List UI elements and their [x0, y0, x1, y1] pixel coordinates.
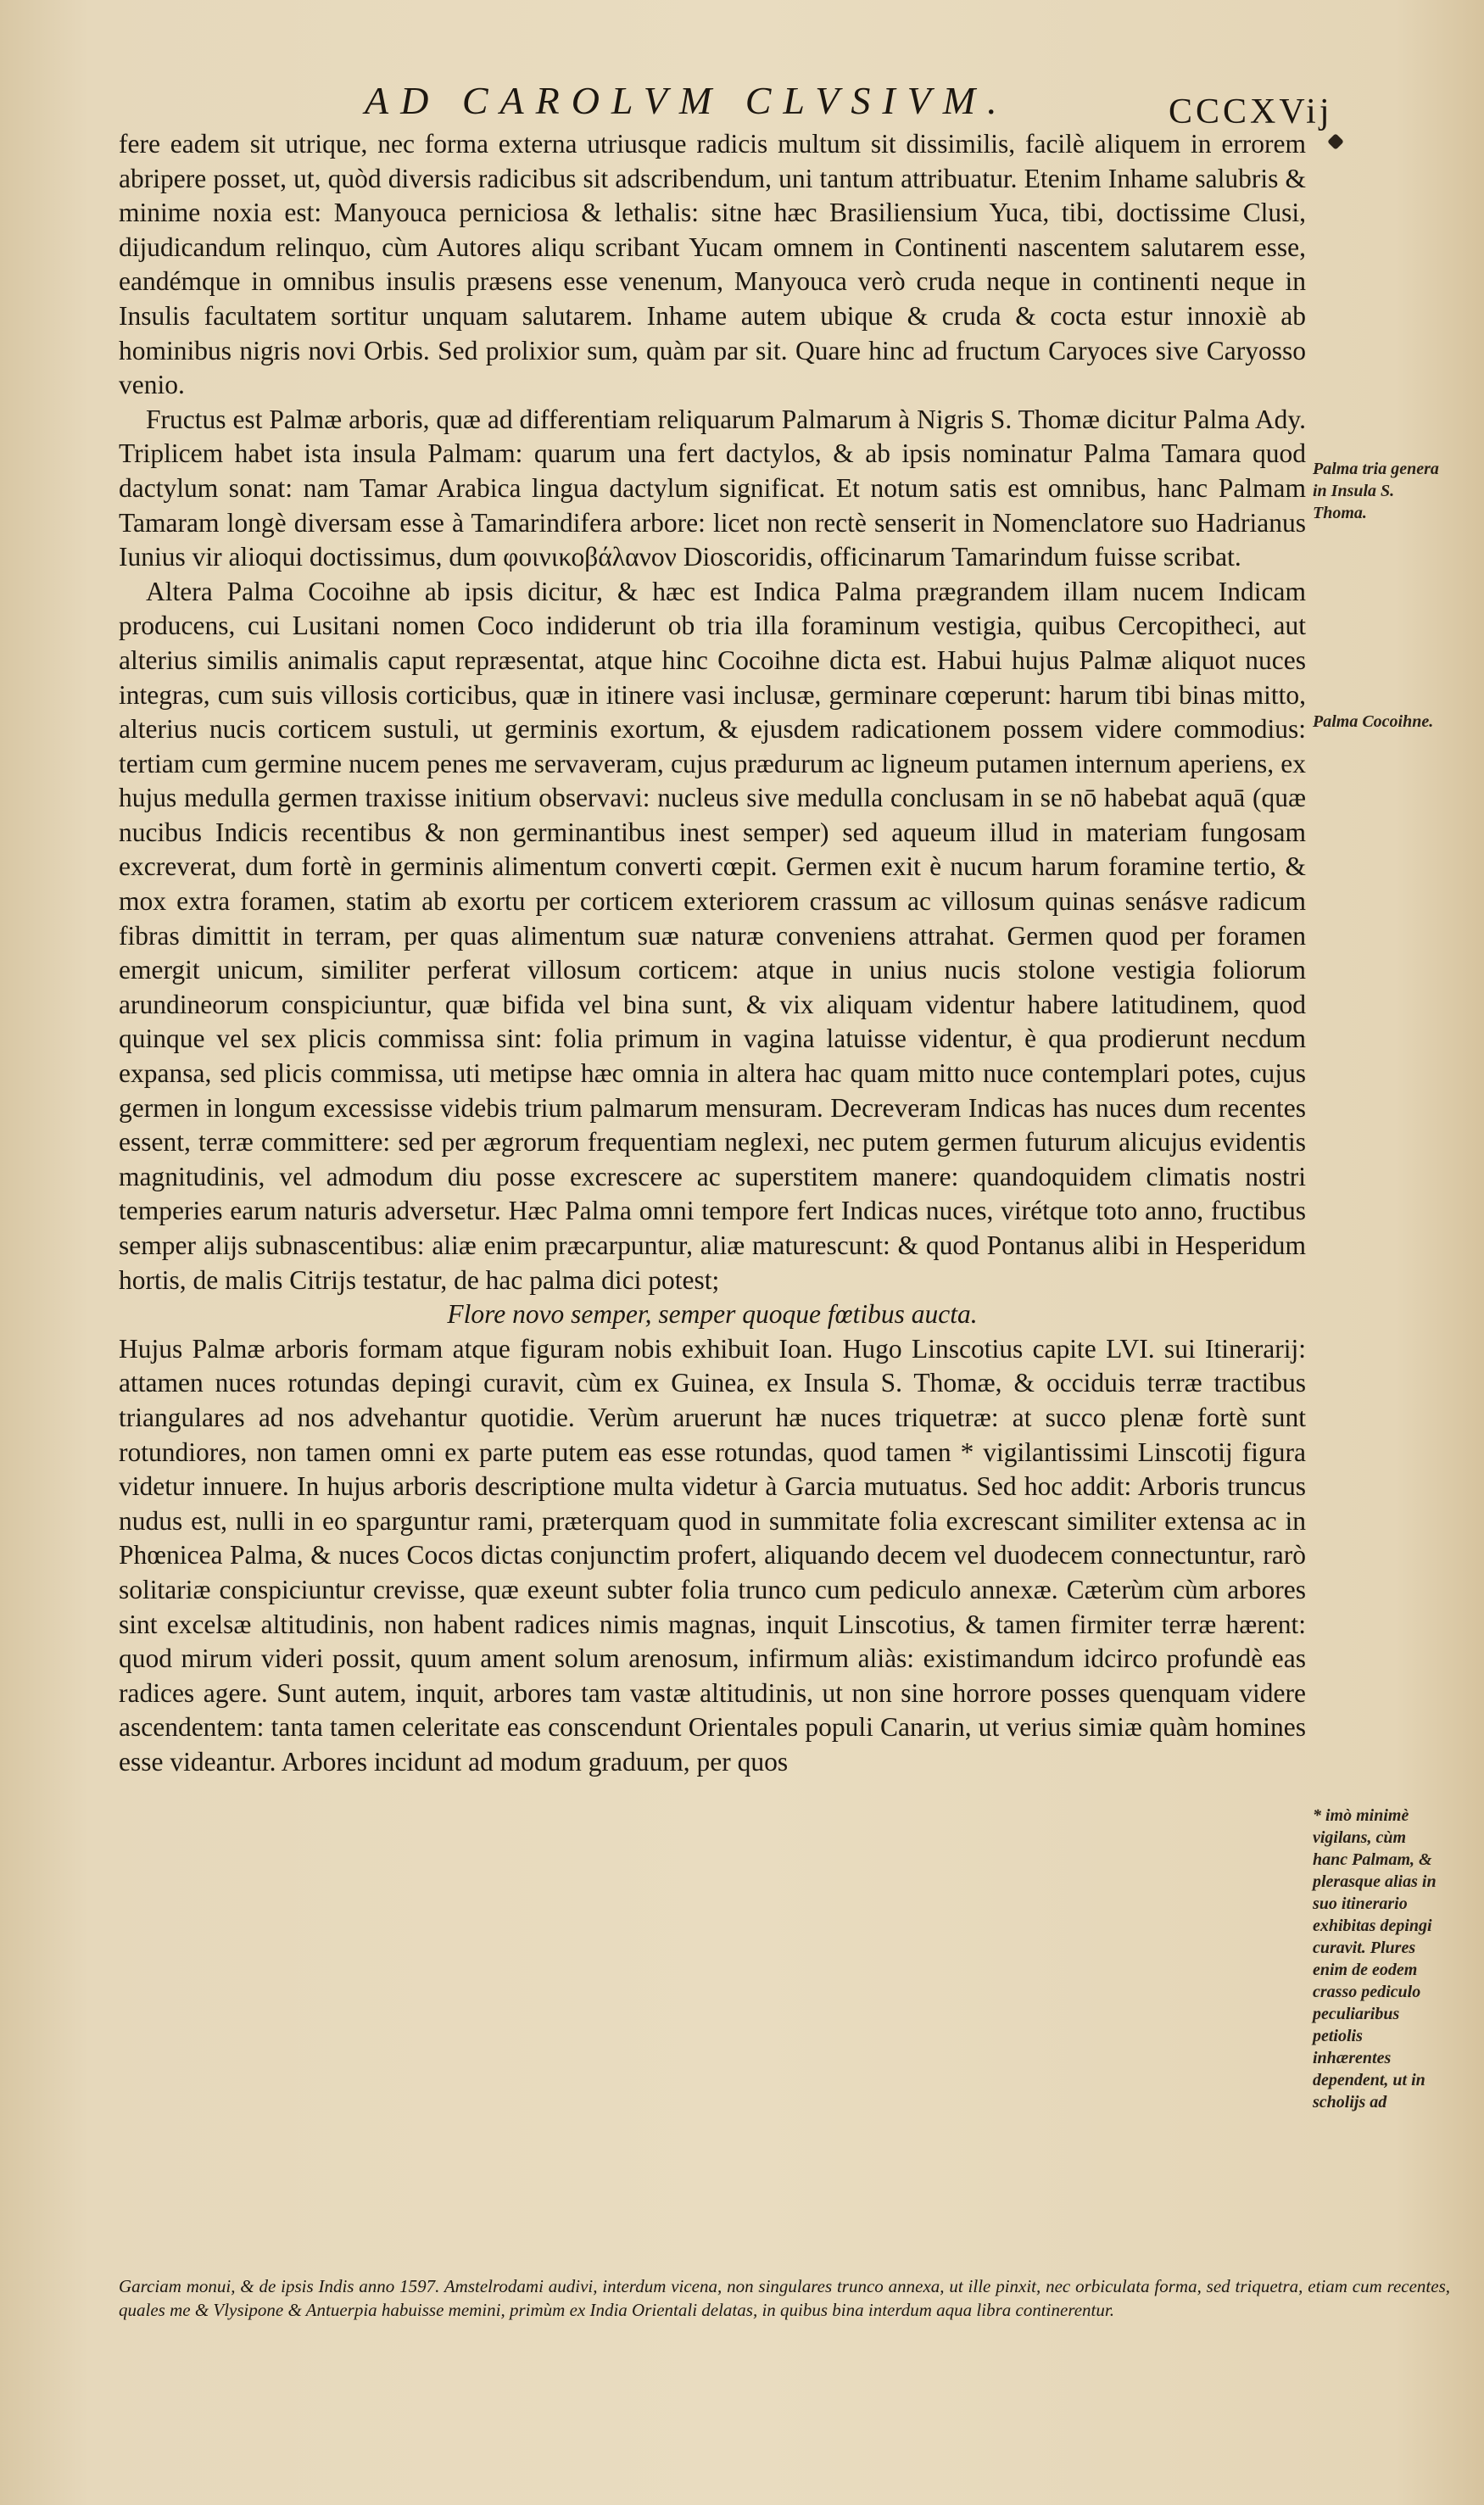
verse-line: Flore novo semper, semper quoque fœtibus aucta.	[447, 1299, 978, 1330]
running-title: AD CAROLVM CLVSIVM.	[365, 79, 1009, 122]
paragraph-4: Hujus Palmæ arboris formam atque figuram nobis exhibuit Ioan. Hugo Linscotius capite LVI. sui Itinerarij: attamen nuces rotundas depingi curavit, cùm ex Guinea, ex Insula S. Thomæ, & occiduis terræ tractibus triangulares ad nos advehantur quotidie. Verùm aruerunt hæ nuces triquetræ: at succo plenæ fortè sunt rotundiores, non tamen omni ex parte putem eas esse rotundas, quod tamen * vigilantissimi Linscotij figura videtur innuere. In hujus arboris descriptione multa videtur à Garcia mutuatus. Sed hoc addit: Arboris truncus nudus est, nulli in eo sparguntur rami, præterquam quod in summitate folia excrescant similiter extensa ac in Phœnicea Palma, & nuces Cocos dictas conjunctim profert, aliquando decem vel duodecem connectuntur, rarò solitariæ conspiciuntur crevisse, quæ exeunt subter folia trunco cum pediculo annexæ. Cæterùm cùm arbores sint excelsæ altitudinis, non habent radices nimis magnas, inquit Linscotius, & tamen firmiter terræ hærent: quod mirum videri possit, quum ament solum arenosum, infirmum aliàs: existimandum idcirco profundè eas radices agere. Sunt autem, inquit, arbores tam vastæ altitudinis, ut non sine horrore posses quenquam videre ascendentem: tanta tamen celeritate eas conscendunt Orientales populi Canarin, ut verius simiæ quàm homines esse videantur. Arbores incidunt ad modum graduum, per quos	[119, 1333, 1306, 1777]
paragraph-2: Fructus est Palmæ arboris, quæ ad differentiam reliquarum Palmarum à Nigris S. Thomæ dicitur Palma Ady. Triplicem habet ista insula Palmam: quarum una fert dactylos, & ab ipsis nominatur Palma Tamara quod dactylum sonat: nam Tamar Arabica lingua dactylum significat. Et notum satis est omnibus, hanc Palmam Tamaram longè diversam esse à Tamarindifera arbore: licet non rectè senserit in Nomenclatore suo Hadrianus Iunius vir alioqui doctissimus, dum φοινικοβάλανον Dioscoridis, officinarum Tamarindum fuisse scribat.	[119, 404, 1306, 572]
margin-note-palma-tria: Palma tria genera in Insula S. Thoma.	[1313, 460, 1439, 522]
margin-note-palma-cocoihne: Palma Cocoihne.	[1313, 712, 1434, 731]
margin-note-linscotius: * imò minimè vigilans, cùm hanc Palmam, & plerasque alias in suo itinerario exhibitas depingi curavit. Plures enim de eodem crasso pediculo peculiaribus petiolis inhærentes dependent, ut in scholijs ad	[1313, 1806, 1437, 2112]
main-text-column	[119, 127, 1306, 1780]
paragraph-1: fere eadem sit utrique, nec forma externa utriusque radicis multum sit dissimilis, facilè aliquem in errorem abripere posset, ut, quòd diversis radicibus sit adscribendum, uni tantum attribuatur. Etenim Inhame salubris & minime noxia est: Manyouca perniciosa & lethalis: sitne hæc Brasiliensium Yuca, tibi, doctissime Clusi, dijudicandum relinquo, cùm Autores aliqu scribant Yucam omnem in Continenti nascentem salutarem esse, eandémque in omnibus insulis præsens esse venenum, Manyouca verò cruda neque in continenti neque in Insulis facultatem sortitur unquam salutarem. Inhame autem ubique & cruda & cocta estur innoxiè ab hominibus nigris novi Orbis. Sed prolixior sum, quàm par sit. Quare hinc ad fructum Caryoces sive Caryosso venio.	[119, 129, 1306, 400]
footnote: Garciam monui, & de ipsis Indis anno 1597. Amstelrodami audivi, interdum vicena, non singulares trunco annexa, ut ille pinxit, nec orbiculata forma, sed triquetra, etiam cum recentes, quales me & Vlysipone & Antuerpia habuisse memini, primùm ex India Orientali delatas, in quibus bina interdum aqua libra continerentur.	[119, 2276, 1450, 2320]
page-number: CCCXVij	[1169, 92, 1333, 131]
printer-ornament	[1327, 133, 1344, 150]
paragraph-3: Altera Palma Cocoihne ab ipsis dicitur, & hæc est Indica Palma prægrandem illam nucem Indicam producens, cui Lusitani nomen Coco indiderunt ob tria illa foraminum vestigia, quibus Cercopitheci, aut alterius similis animalis caput repræsentat, atque hinc Cocoihne dicta est. Habui hujus Palmæ aliquot nuces integras, cum suis villosis corticibus, quæ in itinere vasi inclusæ, germinare cœperunt: harum tibi binas mitto, alterius nucis corticem sustuli, ut germinis exortum, & ejusdem radicationem possem videre commodius: tertiam cum germine nucem penes me servaveram, cujus prædurum ac ligneum putamen internum aperiens, ex hujus medulla germen traxisse initium observavi: nucleus sive medulla conclusam in se nō habebat aquā (quæ nucibus Indicis recentibus & non germinantibus inest semper) sed aqueum illud in materiam fungosam excreverat, dum fortè in germinis alimentum converti cœpit. Germen exit è nucum harum foramine tertio, & mox extra foramen, statim ab exortu per corticem exteriorem crassum ac villosum quinas senásve radicum fibras dimittit in terram, per quas alimentum suæ naturæ conveniens attrahat. Germen quod per foramen emergit unicum, similiter perferat villosum corticem: atque in unius nucis stolone vestigia foliorum arundineorum conspiciuntur, quæ bifida vel bina sunt, & vix aliquam videntur habere latitudinem, quod quinque vel sex plicis commissa sint: folia primum in vagina latuisse videntur, è qua prodierunt necdum expansa, sed plicis commissa, uti metipse hæc omnia in altera hac quam mitto nuce contemplari potes, cujus germen in longum excessisse videbis trium palmarum mensuram. Decreveram Indicas has nuces dum recentes essent, terræ committere: sed per ægrorum frequentiam neglexi, nec putem germen futurum alicujus evidentis magnitudinis, vel admodum diu posse excrescere ac superstitem manere: quandoquidem climatis nostri temperies earum naturis adversetur. Hæc Palma omni tempore fert Indicas nuces, virétque toto anno, fructibus semper alijs subnascentibus: aliæ enim præcarpuntur, aliæ maturescunt: & quod Pontanus alibi in Hesperidum hortis, de malis Citrijs testatur, de hac palma dici potest;	[119, 576, 1306, 1295]
